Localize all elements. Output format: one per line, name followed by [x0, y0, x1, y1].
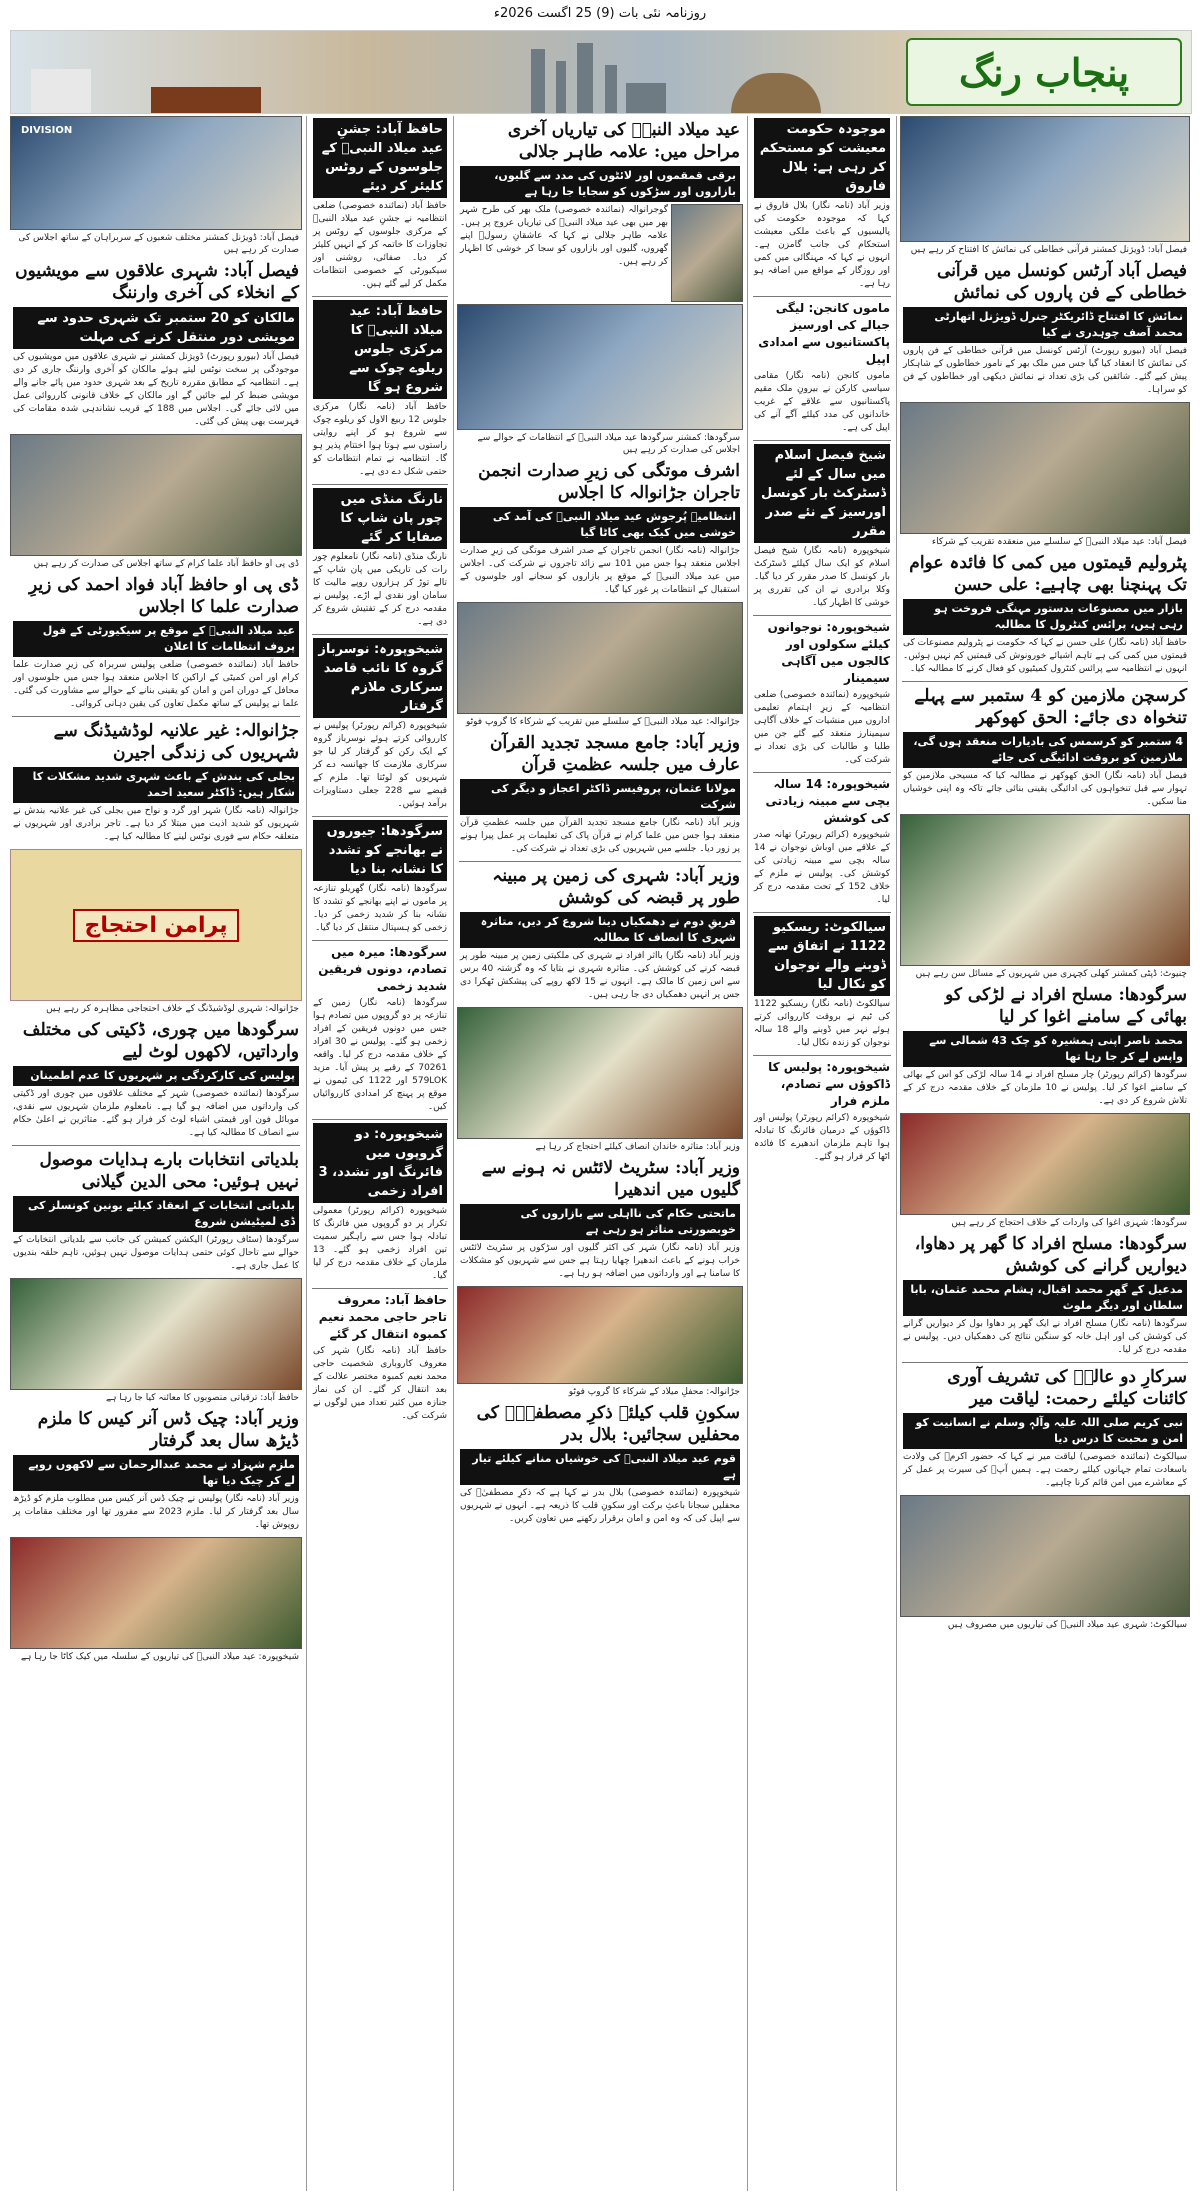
subheadline-box: عید میلاد النبیؐ کے موقع پر سیکیورٹی کے فول پروف انتظامات کا اعلان	[13, 621, 299, 657]
headline: سرگودھا: مسلح افراد نے لڑکی کو بھائی کے سامنے اغوا کر لیا	[945, 985, 1187, 1027]
photo-caption: فیصل آباد: ڈویژنل کمشنر قرآنی خطاطی کی نمائش کا افتتاح کر رہے ہیں	[910, 245, 1187, 255]
headline: سرگودھا: مسلح افراد کا گھر پر دھاوا، دیواریں گرانے کی کوشش	[914, 1234, 1187, 1276]
headline-box: شیخ فیصل اسلام میں سال کے لئے ڈسٹرکٹ بار کونسل اورسیز کے نئے صدر مقرر	[754, 444, 890, 543]
subheadline-box: مالکان کو 20 ستمبر تک شہری حدود سے مویشی دور منتقل کرنے کی مہلت	[13, 307, 299, 349]
article-body: حافظ آباد (نامہ نگار) شہر کی معروف کاروباری شخصیت حاجی محمد نعیم کمبوہ مختصر علالت کے بعد انتقال کر گئے۔ ان کی نماز جنازہ میں کثیر تعداد میں لوگوں نے شرکت کی۔	[313, 1346, 447, 1421]
photo-caption: جڑانوالہ: شہری لوڈشیڈنگ کے خلاف احتجاجی مظاہرہ کر رہے ہیں	[46, 1004, 299, 1014]
headline-box: حافظ آباد: عید میلاد النبیؐ کا مرکزی جلوس ریلوے چوک سے شروع ہو گا	[313, 300, 447, 399]
article-body: سیالکوٹ (نمائندہ خصوصی) لیاقت میر نے کہا کہ حضور اکرمؐ کی ولادت باسعادت تمام جہانوں کیلئے رحمت ہے۔ ہمیں آپؐ کی سیرت پر عمل کر کے معاشرے میں امن قائم کرنا چاہیے۔	[903, 1452, 1187, 1488]
subheadline-box: مولانا عثمان، پروفیسر ڈاکٹر اعجاز و دیگر کی شرکت	[460, 779, 740, 815]
subheadline-box: بلدیاتی انتخابات کے انعقاد کیلئے یونین کونسلز کی ڈی لمیٹیشن شروع	[13, 1196, 299, 1232]
headline-box: شیخوپورہ: نوسرباز گروہ کا نائب قاصد سرکاری ملازم گرفتار	[313, 638, 447, 718]
protest-banner-text: پرامن احتجاج	[73, 909, 240, 942]
photo-caption: سرگودھا: شہری اغوا کی واردات کے خلاف احتجاج کر رہے ہیں	[951, 1218, 1187, 1228]
headline: وزیر آباد: سٹریٹ لائٹس نہ ہونے سے گلیوں میں اندھیرا	[481, 1158, 740, 1200]
article-body: سرگودھا (نامہ نگار) گھریلو تنازعہ پر ماموں نے اپنے بھانجے کو تشدد کا نشانہ بنا کر شدید زخمی کر دیا۔ زخمی کو ہسپتال منتقل کر دیا گیا۔	[313, 884, 447, 933]
headline: عید میلاد النبیؐ کی تیاریاں آخری مراحل میں: علامہ طاہر جلالی	[507, 120, 740, 162]
photo-caption: فیصل آباد: ڈویژنل کمشنر مختلف شعبوں کے سربراہان کے ساتھ اجلاس کی صدارت کر رہے ہیں	[18, 233, 299, 255]
article-body: شیخوپورہ (کرائم رپورٹر) تھانہ صدر کے علاقے میں اوباش نوجوان نے 14 سالہ بچی سے مبینہ زیادتی کی کوشش کی۔ پولیس نے ملزم کے خلاف 152 کے تحت مقدمہ درج کر لیا۔	[754, 830, 891, 905]
photo-meeting	[457, 304, 743, 430]
article-body: شیخوپورہ (نامہ نگار) شیخ فیصل اسلام کو ایک سال کیلئے ڈسٹرکٹ بار کونسل کا صدر مقرر کر دیا گیا۔ وکلا برادری نے ان کی تقرری پر خوشی کا اظہار کیا۔	[754, 546, 890, 608]
photo-exhibition	[900, 116, 1190, 242]
article-body: وزیر آباد (نامہ نگار) بلال فاروق نے کہا کہ موجودہ حکومت کی پالیسیوں کے باعث ملکی معیشت استحکام کی جانب گامزن ہے۔ انہوں نے کہا کہ مہنگائی میں کمی اور روزگار کے مواقع میں اضافہ ہو رہا ہے۔	[754, 201, 890, 289]
article-body: ماموں کانجن (نامہ نگار) مقامی سیاسی کارکن نے بیرونِ ملک مقیم پاکستانیوں سے علاقے کے غریب خاندانوں کی مدد کیلئے آگے آنے کی اپیل کی ہے۔	[754, 371, 890, 433]
subheadline-box: بازار میں مصنوعات بدستور مہنگی فروخت ہو رہی ہیں، پرائس کنٹرول کا مطالبہ	[903, 599, 1187, 635]
portrait-photo	[671, 204, 743, 302]
column-1	[10, 116, 302, 2191]
photo-ceremony	[10, 1537, 302, 1649]
article-body: شیخوپورہ (کرائم رپورٹر) پولیس اور ڈاکوؤں کے درمیان فائرنگ کا تبادلہ ہوا تاہم ملزمان اندھیرے کا فائدہ اٹھا کر فرار ہو گئے۔	[754, 1113, 890, 1162]
photo-caption: جڑانوالہ: عید میلاد النبیؐ کے سلسلے میں تقریب کے شرکاء کا گروپ فوٹو	[465, 717, 740, 727]
article-body: فیصل آباد (بیورو رپورٹ) ڈویژنل کمشنر نے شہری علاقوں میں مویشیوں کی موجودگی پر سخت نوٹس لیتے ہوئے مالکان کو آخری وارننگ جاری کر دی ہے۔ انتظامیہ کے مطابق مقررہ تاریخ کے بعد شہری حدود میں پائے جانے والے مویشی ضبط کر لیے جائیں گے اور مالکان کے خلاف قانونی کارروائی عمل میں لائی جائے گی۔ اجلاس میں 188 کے قریب نشاندہی شدہ مقامات کی فہرست بھی پیش کی گئی۔	[13, 352, 299, 427]
subheadline-box: 4 ستمبر کو کرسمس کی بادیارات منعقد ہوں گی، ملازمین کو بروقت ادائیگی کی جائے	[903, 732, 1187, 768]
photo-street	[900, 1495, 1190, 1617]
subheadline-box: بجلی کی بندش کے باعث شہری شدید مشکلات کا شکار ہیں: ڈاکٹر سعید احمد	[13, 767, 299, 803]
headline: شیخوپورہ: پولیس کا ڈاکوؤں سے تصادم، ملزم فرار	[768, 1060, 890, 1108]
photo-caption: جڑانوالہ: محفلِ میلاد کے شرکاء کا گروپ فوٹو	[568, 1387, 740, 1397]
photo-caption: وزیر آباد: متاثرہ خاندان انصاف کیلئے احتجاج کر رہا ہے	[535, 1142, 740, 1152]
subheadline-box: انتظامیہ پُرجوش عید میلاد النبیؐ کی آمد کی خوشی میں کیک بھی کاٹا گیا	[460, 507, 740, 543]
article-body: وزیر آباد (نامہ نگار) بااثر افراد نے شہری کی ملکیتی زمین پر مبینہ طور پر قبضہ کرنے کی کوشش کی۔ متاثرہ شہری نے بتایا کہ وہ گزشتہ 40 برس سے اس زمین کا مالک ہے۔ انہوں نے 15 لاکھ روپے کی پیشکش ٹھکرا دی جس پر انہیں دھمکیاں دی جا رہی ہیں۔	[460, 951, 740, 1000]
dateline: روزنامہ نئی بات (9) 25 اگست 2026ء	[493, 6, 707, 21]
headline: ڈی پی او حافظ آباد فواد احمد کی زیرِ صدارت علما کا اجلاس	[29, 575, 299, 617]
headline: فیصل آباد: شہری علاقوں سے مویشیوں کے انخلاء کی آخری وارننگ	[15, 261, 299, 303]
headline: سرکارِ دو عالمؐ کی تشریف آوری کائنات کیلئے رحمت: لیاقت میر	[947, 1367, 1187, 1409]
article-body: سرگودھا (نامہ نگار) مسلح افراد نے ایک گھر پر دھاوا بول کر دیواریں گرانے کی کوشش کی اور اہل خانہ کو سنگین نتائج کی دھمکیاں دیں۔ پولیس نے مقدمہ درج کر لیا۔	[903, 1319, 1187, 1355]
headline: وزیر آباد: شہری کی زمین پر مبینہ طور پر قبضہ کی کوشش	[492, 866, 740, 908]
headline-box: شیخوپورہ: دو گروپوں میں فائرنگ اور تشدد، 3 افراد زخمی	[313, 1123, 447, 1203]
article-body: شیخوپورہ (کرائم رپورٹر) پولیس نے کارروائی کرتے ہوئے نوسرباز گروہ کے ایک رکن کو گرفتار کر لیا جو سرکاری ملازمت کا جھانسہ دے کر شہریوں کو لوٹتا تھا۔ ملزم کے قبضے سے 228 جعلی دستاویزات برآمد ہوئیں۔	[313, 721, 447, 809]
subheadline-box: محمد ناصر اپنی ہمشیرہ کو چک 43 شمالی سے واپس لے کر جا رہا تھا	[903, 1031, 1187, 1067]
article-body: فیصل آباد (نامہ نگار) الحق کھوکھر نے مطالبہ کیا کہ مسیحی ملازمین کو تہوار سے قبل تنخواہوں کی ادائیگی یقینی بنائی جائے تاکہ وہ اپنی خوشیاں منا سکیں۔	[903, 771, 1187, 807]
subheadline-box: فریقِ دوم نے دھمکیاں دینا شروع کر دیں، متاثرہ شہری کا انصاف کا مطالبہ	[460, 912, 740, 948]
photo-caption: ڈی پی او حافظ آباد علما کرام کے ساتھ اجلاس کی صدارت کر رہے ہیں	[33, 559, 299, 569]
subheadline-box: مدعیل کے گھر محمد اقبال، ہشام محمد عثمان، بابا سلطان اور دیگر ملوث	[903, 1280, 1187, 1316]
photo-inspection	[10, 1278, 302, 1390]
subheadline-box: نمائش کا افتتاح ڈائریکٹر جنرل ڈویژنل اتھارٹی محمد آصف چوہدری نے کیا	[903, 307, 1187, 343]
article-body: شیخوپورہ (کرائم رپورٹر) معمولی تکرار پر دو گروپوں میں فائرنگ کا تبادلہ ہوا جس سے راہگیر سمیت تین افراد زخمی ہو گئے۔ 13 ملزمان کے خلاف مقدمہ درج کر لیا گیا۔	[313, 1206, 447, 1281]
photo-collage	[900, 402, 1190, 534]
photo-group	[457, 602, 743, 714]
subheadline-box: قوم عید میلاد النبیؐ کی خوشیاں منانے کیلئے تیار ہے	[460, 1449, 740, 1485]
subheadline-box: برقی قمقموں اور لائٹوں کی مدد سے گلیوں، بازاروں اور سڑکوں کو سجایا جا رہا ہے	[460, 166, 740, 202]
column-3	[457, 116, 743, 2191]
headline-box: سیالکوٹ: ریسکیو 1122 نے اتفاق سے ڈوبنے والے نوجوان کو نکال لیا	[754, 916, 890, 996]
headline: ماموں کانجن: لیگی جیالے کی اورسیز پاکستانیوں سے امدادی اپیل	[758, 301, 890, 366]
headline: حافظ آباد: معروف تاجر حاجی محمد نعیم کمبوہ انتقال کر گئے	[318, 1293, 447, 1341]
headline: پٹرولیم قیمتوں میں کمی کا فائدہ عوام تک پہنچنا بھی چاہیے: علی حسن	[909, 553, 1187, 595]
photo-protest	[900, 1113, 1190, 1215]
article-body: وزیر آباد (نامہ نگار) پولیس نے چیک ڈس آنر کیس میں مطلوب ملزم کو ڈیڑھ سال بعد گرفتار کر لیا۔ ملزم 2023 سے مفرور تھا اور مختلف مقامات پر روپوش تھا۔	[13, 1494, 299, 1530]
headline: اشرف موتگی کی زیرِ صدارت انجمن تاجران جڑانوالہ کا اجلاس	[478, 461, 740, 503]
article-body: جڑانوالہ (نامہ نگار) شہر اور گرد و نواح میں بجلی کی غیر علانیہ بندش نے شہریوں کو شدید اذیت میں مبتلا کر دیا ہے۔ تاجر برادری اور شہریوں نے متعلقہ حکام سے فوری نوٹس لینے کا مطالبہ کیا ہے۔	[13, 806, 299, 842]
headline: سکونِ قلب کیلئے ذکرِ مصطفیٰؐ کی محفلیں سجائیں: بلال بدر	[476, 1403, 740, 1445]
article-body: جڑانوالہ (نامہ نگار) انجمن تاجران کے صدر اشرف موتگی کی زیرِ صدارت اجلاس منعقد ہوا جس میں 101 سے زائد تاجروں نے شرکت کی۔ اجلاس میں عید میلاد النبیؐ کے موقع پر بازاروں کو سجانے اور جلوسوں کے استقبال کے انتظامات پر غور کیا گیا۔	[460, 546, 740, 595]
headline-box: سرگودھا: جیوروں نے بھانجے کو تشدد کا نشانہ بنا دیا	[313, 820, 447, 881]
subheadline-box: ملزم شہزاد نے محمد عبدالرحمان سے لاکھوں روپے لے کر چیک دیا تھا	[13, 1455, 299, 1491]
article-body: حافظ آباد (نامہ نگار) علی حسن نے کہا کہ حکومت نے پٹرولیم مصنوعات کی قیمتوں میں کمی کی ہے تاہم اشیائے خورونوش کی قیمتیں کم نہیں ہوئیں۔ انہوں نے انتظامیہ سے پرائس کنٹرول کمیٹیوں کو فعال کرنے کا مطالبہ کیا۔	[903, 638, 1187, 674]
photo-caption: فیصل آباد: عید میلاد النبیؐ کے سلسلے میں منعقدہ تقریب کے شرکاء	[931, 537, 1187, 547]
column-4	[751, 116, 893, 2191]
photo-protest	[10, 849, 302, 1001]
headline: شیخوپورہ: نوجوانوں کیلئے سکولوں اور کالجوں میں آگاہی سیمینار	[767, 620, 890, 685]
headline: جڑانوالہ: غیر علانیہ لوڈشیڈنگ سے شہریوں کی زندگی اجیرن	[53, 721, 299, 763]
article-body: گوجرانوالہ (نمائندہ خصوصی) ملک بھر کی طرح شہر بھر میں بھی عید میلاد النبیؐ کی تیاریاں عروج پر ہیں۔ علامہ طاہر جلالی نے کہا کہ عاشقانِ رسولؐ اپنے گھروں، گلیوں اور بازاروں کو سجا کر خوشی کا اظہار کر رہے ہیں۔	[460, 205, 668, 267]
article-body: سرگودھا (نمائندہ خصوصی) شہر کے مختلف علاقوں میں چوری اور ڈکیتی کی وارداتوں میں اضافہ ہو گیا ہے۔ نامعلوم ملزمان شہریوں سے نقدی، موبائل فون اور قیمتی اشیاء لوٹ کر فرار ہو گئے۔ متاثرین نے اعلیٰ حکام سے انصاف کا مطالبہ کیا ہے۔	[13, 1089, 299, 1138]
article-body: وزیر آباد (نامہ نگار) شہر کی اکثر گلیوں اور سڑکوں پر سٹریٹ لائٹس خراب ہونے کے باعث اندھیرا چھایا رہتا ہے جس سے شہریوں کو مشکلات کا سامنا ہے اور وارداتوں میں اضافہ ہو رہا ہے۔	[460, 1243, 740, 1279]
photo-office	[900, 814, 1190, 966]
article-body: حافظ آباد (نمائندہ خصوصی) ضلعی انتظامیہ نے جشنِ عید میلاد النبیؐ کے مرکزی جلوسوں کے روٹس پر تجاوزات کا خاتمہ کر کے انہیں کلیئر کر دیا۔ صفائی، روشنی اور سیکیورٹی کے خصوصی انتظامات مکمل کر لیے گئے ہیں۔	[313, 201, 447, 289]
column-5	[900, 116, 1190, 2191]
headline-box: حافظ آباد: جشنِ عید میلاد النبیؐ کے جلوسوں کے روٹس کلیئر کر دیئے	[313, 118, 447, 198]
article-body: فیصل آباد (بیورو رپورٹ) آرٹس کونسل میں قرآنی خطاطی کے فن پاروں کی نمائش کا انعقاد کیا گیا جس میں ملک بھر کے نامور خطاطوں کے شاہکار پیش کیے گئے۔ شائقین کی بڑی تعداد نے نمائش دیکھی اور خطاطوں کے فن کو سراہا۔	[903, 346, 1187, 395]
masthead-logo: پنجاب رنگ	[906, 38, 1182, 106]
photo-caption: سرگودھا: کمشنر سرگودھا عید میلاد النبیؐ کے انتظامات کے حوالے سے اجلاس کی صدارت کر رہے ہیں	[477, 433, 740, 455]
article-body: وزیر آباد (نامہ نگار) جامع مسجد تجدید القرآن میں جلسہ عظمتِ قرآن منعقد ہوا جس میں علما کرام نے قرآن پاک کی تعلیمات پر عمل پیرا ہونے پر زور دیا۔ جلسے میں شہریوں کی بڑی تعداد نے شرکت کی۔	[460, 818, 740, 854]
photo-caption: سیالکوٹ: شہری عید میلاد النبیؐ کی تیاریوں میں مصروف ہیں	[947, 1620, 1187, 1630]
subheadline-box: پولیس کی کارکردگی پر شہریوں کا عدم اطمینان	[13, 1066, 299, 1086]
subheadline-box: نبی کریم صلی اللہ علیہ وآلہٖ وسلم نے انسانیت کو امن و محبت کا درس دیا	[903, 1413, 1187, 1449]
headline: سرگودھا میں چوری، ڈکیتی کی مختلف وارداتیں، لاکھوں لوٹ لیے	[22, 1020, 299, 1062]
article-body: سرگودھا (نامہ نگار) زمین کے تنازعہ پر دو گروپوں میں تصادم ہوا جس میں دونوں فریقین کے افراد زخمی ہو گئے۔ پولیس نے 30 افراد کے خلاف مقدمہ درج کر لیا۔ واقعہ 70261 کے رقبے پر پیش آیا۔ مزید 579LOK اور 1122 کی ٹیموں نے موقع پر پہنچ کر امدادی کارروائیاں کیں۔	[313, 998, 447, 1112]
division-sign: DIVISION	[21, 125, 73, 136]
photo-meeting	[10, 116, 302, 230]
column-2	[310, 116, 450, 2191]
article-body: سرگودھا (کرائم رپورٹر) چار مسلح افراد نے 14 سالہ لڑکی کو اس کے بھائی کے سامنے اغوا کر لیا۔ پولیس نے 10 ملزمان کے خلاف مقدمہ درج کر کے تلاش شروع کر دی ہے۔	[903, 1070, 1187, 1106]
article-body: نارنگ منڈی (نامہ نگار) نامعلوم چور رات کی تاریکی میں پان شاپ کے تالے توڑ کر ہزاروں روپے مالیت کا سامان اور نقدی لے اڑے۔ پولیس نے مقدمہ درج کر کے تفتیش شروع کر دی ہے۔	[313, 552, 447, 627]
headline-box: نارنگ منڈی میں چور پان شاپ کا صفایا کر گئے	[313, 488, 447, 549]
article-body: حافظ آباد (نمائندہ خصوصی) ضلعی پولیس سربراہ کی زیرِ صدارت علما کرام اور امن کمیٹی کے اراکین کا اجلاس منعقد ہوا جس میں جلوسوں اور محافل کے دوران امن و امان کو یقینی بنانے کے حوالے سے مشاورت کی گئی۔ علما نے پولیس کے ساتھ مکمل تعاون کی یقین دہانی کروائی۔	[13, 660, 299, 709]
headline: بلدیاتی انتخابات بارے ہدایات موصول نہیں ہوئیں: محی الدین گیلانی	[39, 1150, 299, 1192]
article-body: شیخوپورہ (نمائندہ خصوصی) بلال بدر نے کہا ہے کہ ذکرِ مصطفیٰؐ کی محفلیں سجانا باعثِ برکت اور سکونِ قلب کا ذریعہ ہے۔ انہوں نے شہریوں سے اپیل کی کہ وہ امن و امان برقرار رکھنے میں تعاون کریں۔	[460, 1488, 740, 1524]
headline-box: موجودہ حکومت معیشت کو مستحکم کر رہی ہے: بلال فاروق	[754, 118, 890, 198]
article-body: سرگودھا (سٹاف رپورٹر) الیکشن کمیشن کی جانب سے بلدیاتی انتخابات کے حوالے سے تاحال کوئی حتمی ہدایات موصول نہیں ہوئیں، تاہم حلقہ بندیوں کا عمل جاری ہے۔	[13, 1235, 299, 1271]
headline: کرسچن ملازمین کو 4 ستمبر سے پہلے تنخواہ دی جائے: الحق کھوکھر	[914, 686, 1187, 728]
headline: شیخوپورہ: 14 سالہ بچی سے مبینہ زیادتی کی کوشش	[765, 777, 890, 825]
article-body: شیخوپورہ (نمائندہ خصوصی) ضلعی انتظامیہ کے زیرِ اہتمام تعلیمی اداروں میں منشیات کے خلاف آگاہی سیمینارز منعقد کیے گئے جن میں طلبا و طالبات کی بڑی تعداد نے شرکت کی۔	[754, 690, 890, 765]
headline: سرگودھا: میرہ میں تصادم، دونوں فریقین شدید زخمی	[318, 945, 447, 993]
photo-group	[457, 1286, 743, 1384]
article-body: سیالکوٹ (نامہ نگار) ریسکیو 1122 کی ٹیم نے بروقت کارروائی کرتے ہوئے نہر میں ڈوبنے والے 18 سالہ نوجوان کو زندہ نکال لیا۔	[754, 999, 890, 1048]
headline: وزیر آباد: جامع مسجد تجدید القرآن عارف میں جلسہ عظمتِ قرآن	[490, 733, 740, 775]
article-body: حافظ آباد (نامہ نگار) مرکزی جلوس 12 ربیع الاول کو ریلوے چوک سے شروع ہو کر اپنے روایتی راستوں سے ہوتا ہوا اختتام پذیر ہو گا۔ انتظامیہ نے تمام انتظامات کو حتمی شکل دے دی ہے۔	[313, 402, 448, 477]
photo-caption: شیخوپورہ: عید میلاد النبیؐ کی تیاریوں کے سلسلہ میں کیک کاٹا جا رہا ہے	[20, 1652, 299, 1662]
photo-caption: چنیوٹ: ڈپٹی کمشنر کھلی کچہری میں شہریوں کے مسائل سن رہے ہیں	[915, 969, 1187, 979]
subheadline-box: ماتحتی حکام کی نااہلی سے بازاروں کی خوبصورتی متاثر ہو رہی ہے	[460, 1204, 740, 1240]
headline: وزیر آباد: چیک ڈس آنر کیس کا ملزم ڈیڑھ سال بعد گرفتار	[37, 1409, 299, 1451]
headline: فیصل آباد آرٹس کونسل میں قرآنی خطاطی کے فن پاروں کی نمائش	[937, 261, 1187, 303]
photo-caption: حافظ آباد: ترقیاتی منصوبوں کا معائنہ کیا جا رہا ہے	[105, 1393, 299, 1403]
photo-protest	[457, 1007, 743, 1139]
photo-meeting	[10, 434, 302, 556]
